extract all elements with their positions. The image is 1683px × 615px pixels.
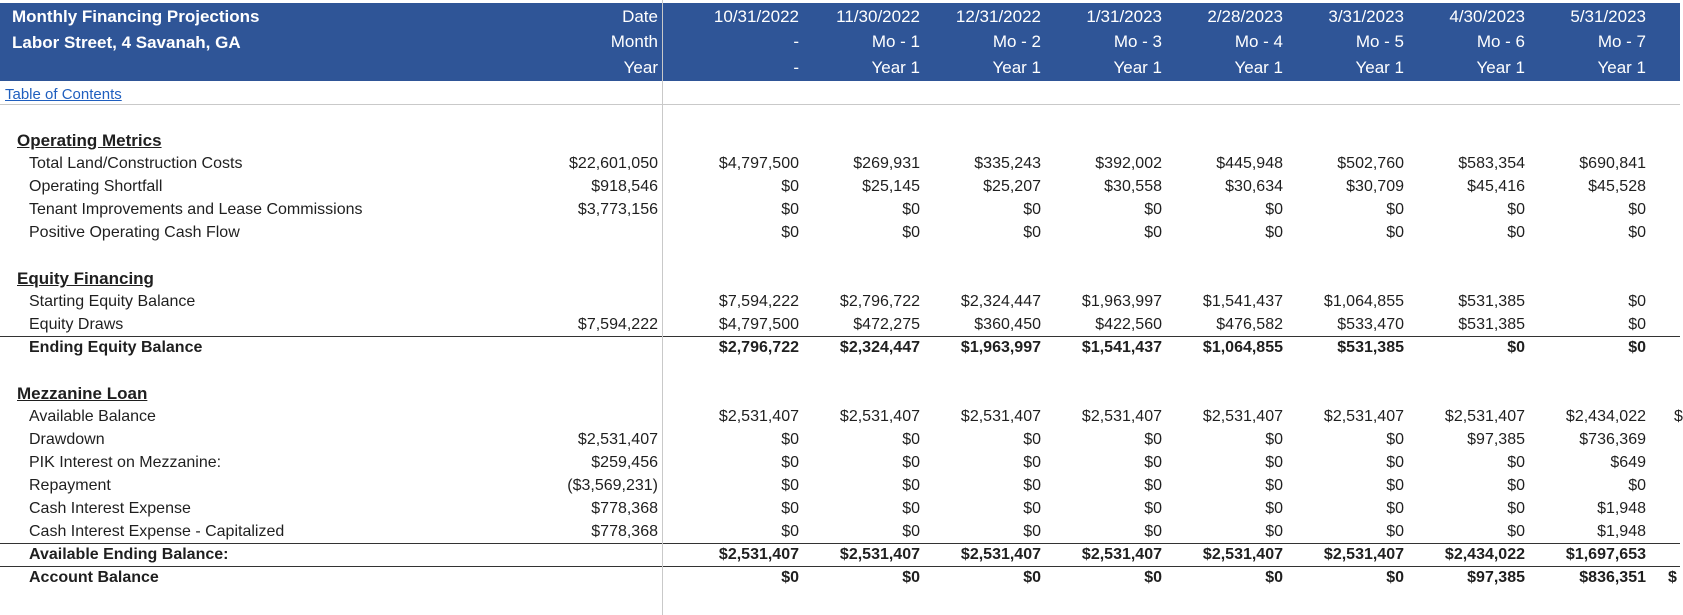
data-cell[interactable]: $0	[902, 454, 920, 471]
sheet-title: Monthly Financing Projections	[12, 7, 260, 26]
row-label: PIK Interest on Mezzanine:	[29, 454, 222, 471]
data-cell[interactable]: $0	[781, 178, 799, 195]
data-cell[interactable]: $97,385	[1467, 431, 1525, 448]
row-label: Repayment	[29, 477, 111, 494]
data-cell[interactable]: $4,797,500	[718, 316, 799, 333]
data-cell[interactable]: $2,531,407	[1202, 408, 1283, 425]
data-cell[interactable]: $2,434,022	[1444, 546, 1525, 563]
data-cell[interactable]: $0	[902, 523, 920, 540]
column-date: 1/31/2023	[1086, 7, 1162, 26]
cutoff-cell[interactable]: $	[1674, 408, 1683, 425]
data-cell[interactable]: $0	[902, 477, 920, 494]
data-cell[interactable]: $531,385	[1458, 316, 1525, 333]
column-month: Mo - 3	[1113, 32, 1162, 51]
data-cell[interactable]: $0	[1386, 477, 1404, 494]
row-total[interactable]: $2,531,407	[577, 431, 658, 448]
data-cell[interactable]: $0	[1628, 316, 1646, 333]
data-cell[interactable]: $0	[1265, 201, 1283, 218]
data-cell[interactable]: $2,531,407	[839, 546, 920, 563]
data-cell[interactable]: $0	[1386, 454, 1404, 471]
data-cell[interactable]: $25,207	[983, 178, 1041, 195]
data-cell[interactable]: $392,002	[1095, 155, 1162, 172]
data-cell[interactable]: $2,531,407	[1081, 408, 1162, 425]
section-title: Equity Financing	[17, 269, 154, 288]
row-total[interactable]: $778,368	[591, 500, 658, 517]
data-cell[interactable]: $30,634	[1225, 178, 1283, 195]
section-title: Mezzanine Loan	[17, 384, 148, 403]
column-date: 10/31/2022	[713, 7, 799, 26]
data-cell[interactable]: $45,416	[1467, 178, 1525, 195]
data-cell[interactable]: $0	[1023, 431, 1041, 448]
data-cell[interactable]: $0	[1023, 454, 1041, 471]
top-border	[0, 0, 1680, 3]
row-total[interactable]: $7,594,222	[577, 316, 658, 333]
data-cell[interactable]: $0	[1023, 224, 1041, 241]
data-cell[interactable]: $0	[1507, 477, 1525, 494]
data-cell[interactable]: $0	[1144, 454, 1162, 471]
data-cell[interactable]: $97,385	[1467, 569, 1525, 586]
column-date: 5/31/2023	[1570, 7, 1646, 26]
data-cell[interactable]: $0	[1386, 431, 1404, 448]
data-cell[interactable]: $0	[1265, 500, 1283, 517]
data-cell[interactable]: $0	[1628, 477, 1646, 494]
row-label: Available Ending Balance:	[29, 546, 229, 563]
data-cell[interactable]: $1,948	[1597, 523, 1646, 540]
column-date: 3/31/2023	[1328, 7, 1404, 26]
data-cell[interactable]: $649	[1610, 454, 1646, 471]
row-label: Tenant Improvements and Lease Commissions	[29, 201, 363, 218]
data-cell[interactable]: $1,541,437	[1202, 293, 1283, 310]
data-cell[interactable]: $0	[1023, 201, 1041, 218]
data-cell[interactable]: $2,796,722	[839, 293, 920, 310]
row-label: Drawdown	[29, 431, 105, 448]
row-label: Cash Interest Expense	[29, 500, 191, 517]
data-cell[interactable]: $25,145	[862, 178, 920, 195]
data-cell[interactable]: $422,560	[1095, 316, 1162, 333]
column-year: Year 1	[1355, 58, 1404, 77]
property-address: Labor Street, 4 Savanah, GA	[12, 33, 241, 52]
data-cell[interactable]: $502,760	[1337, 155, 1404, 172]
column-month: Mo - 1	[871, 32, 920, 51]
data-cell[interactable]: $1,948	[1597, 500, 1646, 517]
column-date: 11/30/2022	[836, 7, 920, 26]
data-cell[interactable]: $2,531,407	[718, 546, 799, 563]
data-cell[interactable]: $0	[1386, 523, 1404, 540]
data-cell[interactable]: $0	[1023, 500, 1041, 517]
data-cell[interactable]: $0	[781, 500, 799, 517]
data-cell[interactable]: $360,450	[974, 316, 1041, 333]
column-month: -	[793, 32, 799, 51]
data-cell[interactable]: $2,531,407	[1323, 546, 1404, 563]
column-date: 2/28/2023	[1207, 7, 1283, 26]
data-cell[interactable]: $472,275	[853, 316, 920, 333]
data-cell[interactable]: $0	[1507, 500, 1525, 517]
data-cell[interactable]: $2,531,407	[1202, 546, 1283, 563]
data-cell[interactable]: $531,385	[1458, 293, 1525, 310]
data-cell[interactable]: $690,841	[1579, 155, 1646, 172]
column-month: Mo - 7	[1597, 32, 1646, 51]
data-cell[interactable]: $736,369	[1579, 431, 1646, 448]
data-cell[interactable]: $0	[1265, 569, 1283, 586]
data-cell[interactable]: $533,470	[1337, 316, 1404, 333]
data-cell[interactable]: $0	[1386, 500, 1404, 517]
data-cell[interactable]: $335,243	[974, 155, 1041, 172]
data-cell[interactable]: $2,324,447	[960, 293, 1041, 310]
data-cell[interactable]: $0	[1144, 201, 1162, 218]
data-cell[interactable]: $836,351	[1579, 569, 1646, 586]
column-year: -	[793, 58, 799, 77]
toc-row-border	[0, 104, 1680, 105]
data-cell[interactable]: $0	[1265, 477, 1283, 494]
data-cell[interactable]: $0	[1144, 224, 1162, 241]
data-cell[interactable]: $0	[1507, 523, 1525, 540]
row-label: Equity Draws	[29, 316, 124, 333]
column-year: Year 1	[871, 58, 920, 77]
data-cell[interactable]: $269,931	[853, 155, 920, 172]
data-cell[interactable]: $0	[902, 201, 920, 218]
data-cell[interactable]: $2,324,447	[839, 339, 920, 356]
data-cell[interactable]: $0	[902, 431, 920, 448]
data-cell[interactable]: $0	[1386, 201, 1404, 218]
cutoff-cell[interactable]: $	[1668, 569, 1677, 586]
data-cell[interactable]: $2,434,022	[1565, 408, 1646, 425]
data-cell[interactable]: $0	[1265, 454, 1283, 471]
data-cell[interactable]: $0	[1265, 224, 1283, 241]
data-cell[interactable]: $0	[781, 477, 799, 494]
data-cell[interactable]: $0	[781, 454, 799, 471]
data-cell[interactable]: $2,531,407	[718, 408, 799, 425]
column-month: Mo - 2	[992, 32, 1041, 51]
column-year: Year 1	[1597, 58, 1646, 77]
row-label: Operating Shortfall	[29, 178, 163, 195]
row-total[interactable]: $259,456	[591, 454, 658, 471]
row-label: Positive Operating Cash Flow	[29, 224, 240, 241]
data-cell[interactable]: $0	[1628, 201, 1646, 218]
data-cell[interactable]: $0	[1507, 224, 1525, 241]
data-cell[interactable]: $0	[1144, 523, 1162, 540]
data-cell[interactable]: $0	[1628, 293, 1646, 310]
column-year: Year 1	[992, 58, 1041, 77]
data-cell[interactable]: $30,709	[1346, 178, 1404, 195]
table-of-contents-link[interactable]: Table of Contents	[5, 86, 122, 103]
data-cell[interactable]: $0	[781, 569, 799, 586]
data-cell[interactable]: $0	[1628, 339, 1646, 356]
data-cell[interactable]: $0	[1628, 224, 1646, 241]
data-cell[interactable]: $0	[781, 431, 799, 448]
data-cell[interactable]: $0	[902, 500, 920, 517]
data-cell[interactable]: $4,797,500	[718, 155, 799, 172]
column-month: Mo - 5	[1355, 32, 1404, 51]
row-total[interactable]: ($3,569,231)	[567, 477, 658, 494]
row-total[interactable]: $22,601,050	[569, 155, 658, 172]
data-cell[interactable]: $2,796,722	[718, 339, 799, 356]
data-cell[interactable]: $30,558	[1104, 178, 1162, 195]
column-year: Year 1	[1476, 58, 1525, 77]
data-cell[interactable]: $0	[1265, 431, 1283, 448]
data-cell[interactable]: $1,697,653	[1565, 546, 1646, 563]
data-cell[interactable]: $0	[902, 569, 920, 586]
data-cell[interactable]: $0	[1023, 523, 1041, 540]
section-title: Operating Metrics	[17, 131, 162, 150]
row-label: Available Balance	[29, 408, 156, 425]
row-label: Ending Equity Balance	[29, 339, 203, 356]
data-cell[interactable]: $0	[902, 224, 920, 241]
data-cell[interactable]: $0	[1386, 569, 1404, 586]
data-cell[interactable]: $0	[1144, 569, 1162, 586]
column-month: Mo - 6	[1476, 32, 1525, 51]
row-total[interactable]: $918,546	[591, 178, 658, 195]
data-cell[interactable]: $0	[1507, 339, 1525, 356]
data-cell[interactable]: $0	[1023, 477, 1041, 494]
data-cell[interactable]: $583,354	[1458, 155, 1525, 172]
data-cell[interactable]: $0	[1507, 454, 1525, 471]
data-cell[interactable]: $0	[1144, 500, 1162, 517]
data-cell[interactable]: $0	[781, 201, 799, 218]
data-cell[interactable]: $2,531,407	[960, 546, 1041, 563]
column-year: Year 1	[1234, 58, 1283, 77]
data-cell[interactable]: $0	[1144, 431, 1162, 448]
data-cell[interactable]: $0	[781, 224, 799, 241]
row-label: Total Land/Construction Costs	[29, 155, 243, 172]
data-cell[interactable]: $2,531,407	[1323, 408, 1404, 425]
data-cell[interactable]: $531,385	[1337, 339, 1404, 356]
column-month: Mo - 4	[1234, 32, 1283, 51]
data-cell[interactable]: $45,528	[1588, 178, 1646, 195]
data-cell[interactable]: $7,594,222	[718, 293, 799, 310]
data-cell[interactable]: $476,582	[1216, 316, 1283, 333]
row-total[interactable]: $778,368	[591, 523, 658, 540]
header-row-label: Year	[623, 58, 658, 77]
row-total[interactable]: $3,773,156	[577, 201, 658, 218]
column-year: Year 1	[1113, 58, 1162, 77]
data-cell[interactable]: $1,963,997	[1081, 293, 1162, 310]
data-cell[interactable]: $2,531,407	[1444, 408, 1525, 425]
data-cell[interactable]: $2,531,407	[960, 408, 1041, 425]
data-cell[interactable]: $2,531,407	[1081, 546, 1162, 563]
row-label: Cash Interest Expense - Capitalized	[29, 523, 285, 540]
column-date: 12/31/2022	[955, 7, 1041, 26]
data-cell[interactable]: $0	[1507, 201, 1525, 218]
data-cell[interactable]: $2,531,407	[839, 408, 920, 425]
header-row-label: Month	[610, 32, 658, 51]
column-date: 4/30/2023	[1449, 7, 1525, 26]
data-cell[interactable]: $1,963,997	[960, 339, 1041, 356]
data-cell[interactable]: $1,064,855	[1202, 339, 1283, 356]
data-cell[interactable]: $1,541,437	[1081, 339, 1162, 356]
data-cell[interactable]: $0	[1265, 523, 1283, 540]
data-cell[interactable]: $0	[1023, 569, 1041, 586]
row-label: Account Balance	[29, 569, 159, 586]
data-cell[interactable]: $445,948	[1216, 155, 1283, 172]
column-divider	[662, 0, 663, 615]
data-cell[interactable]: $1,064,855	[1323, 293, 1404, 310]
header-row-label: Date	[622, 7, 658, 26]
data-cell[interactable]: $0	[1144, 477, 1162, 494]
row-label: Starting Equity Balance	[29, 293, 196, 310]
data-cell[interactable]: $0	[1386, 224, 1404, 241]
data-cell[interactable]: $0	[781, 523, 799, 540]
